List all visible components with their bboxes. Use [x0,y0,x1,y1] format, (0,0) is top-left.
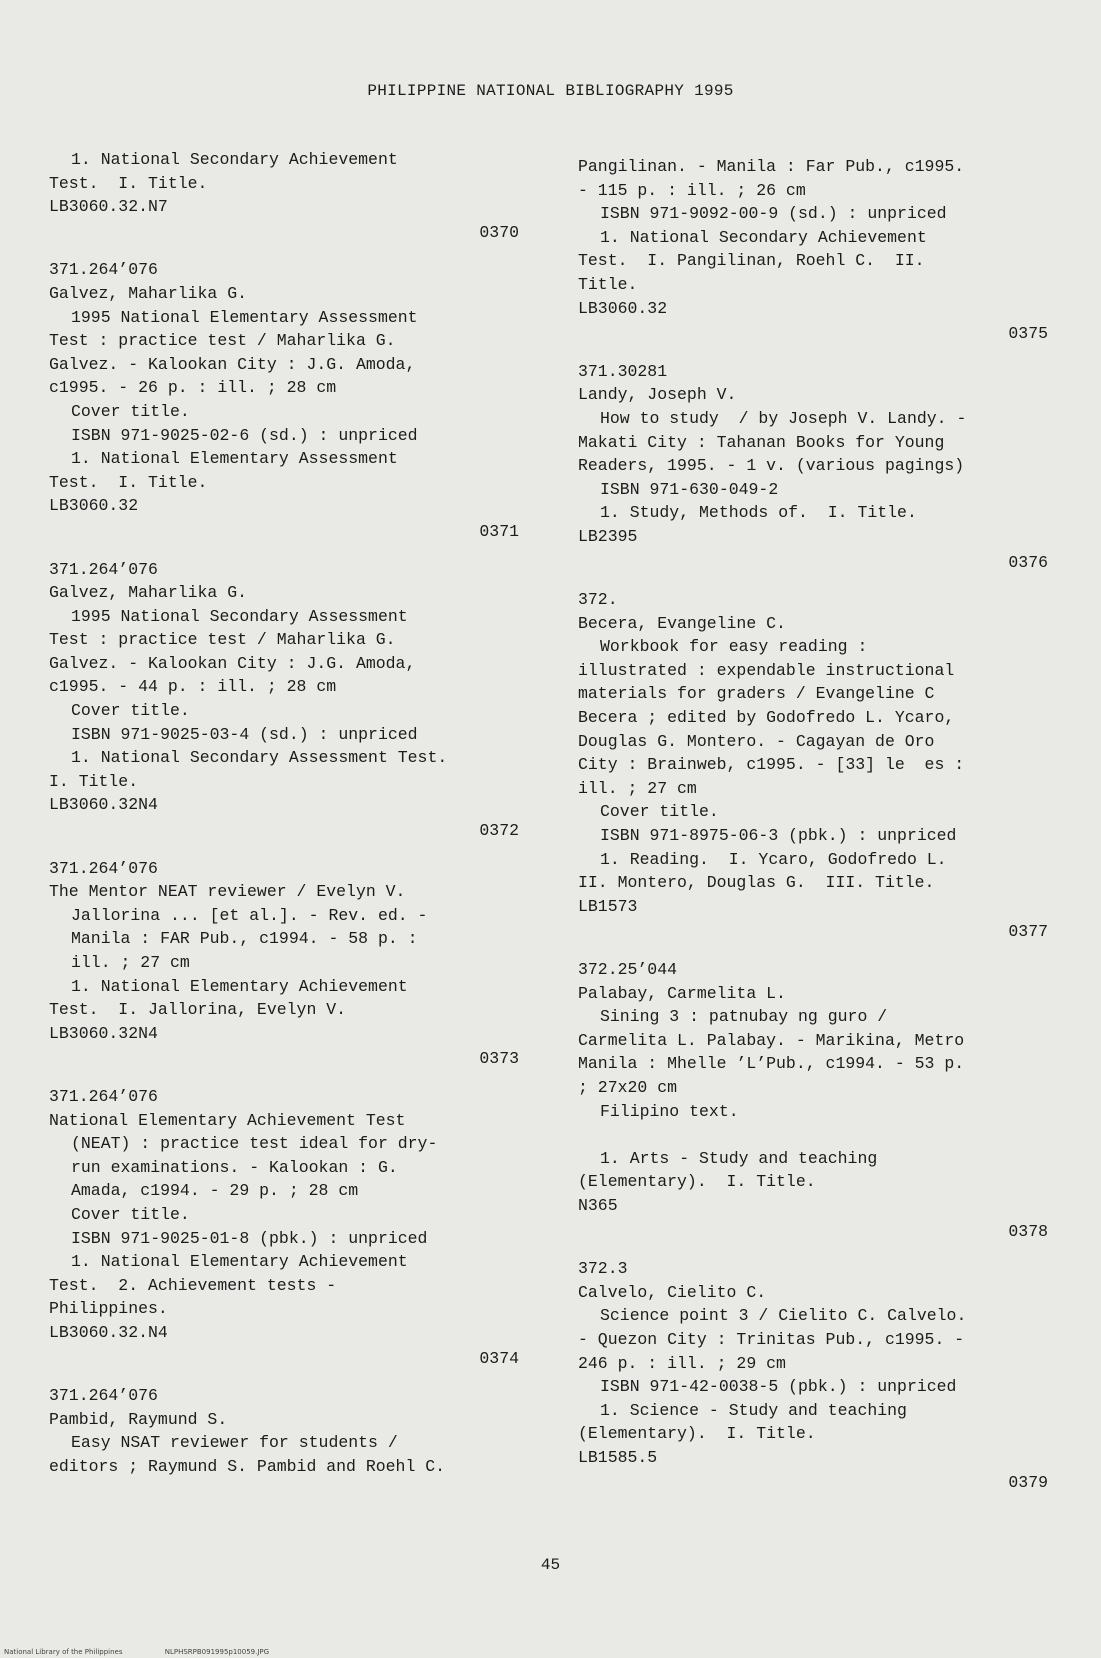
entry-line: How to study / by Joseph V. Landy. - [600,408,967,428]
entry-line: 1. National Elementary Achievement [71,1252,408,1272]
entry-line: 372.3 [578,1259,628,1279]
entry-line: Workbook for easy reading : [600,637,868,657]
entry-line [578,1123,1058,1147]
entry-number: 0376 [1008,552,1048,572]
entry-line: 371.264’076 [49,1386,158,1406]
entry-line: Test. I. Title. [49,173,208,193]
entry-number: 0377 [1008,922,1048,942]
bibliography-entry [49,258,529,543]
entry-line: 371.264’076 [49,260,158,280]
entry-line: 371.264’076 [49,1086,158,1106]
footer-file: NLPHSRPB091995p10059.JPG [164,1648,270,1656]
entry-line: 246 p. : ill. ; 29 cm [578,1353,786,1373]
entry-line: 1. National Elementary Assessment [71,449,398,469]
entry-number: 0373 [479,1049,519,1069]
entry-line: Galvez, Maharlika G. [49,283,248,303]
entry-line: N365 [578,1195,618,1215]
entry-line: Manila : Mhelle ’L’Pub., c1994. - 53 p. [578,1054,965,1074]
entry-line: Carmelita L. Palabay. - Marikina, Metro [578,1030,965,1050]
entry-line: (Elementary). I. Title. [578,1424,816,1444]
bibliography-entry [49,558,529,843]
page-number: 45 [540,1556,561,1574]
entry-line: LB3060.32 [49,496,139,516]
entry-line: Cover title. [71,701,190,721]
entry-line: ISBN 971-9092-00-9 (sd.) : unpriced [600,204,947,224]
entry-line: City : Brainweb, c1995. - [33] le es : [578,755,965,775]
entry-line: Palabay, Carmelita L. [578,983,786,1003]
entry-line: Title. [578,274,638,294]
left-column [49,148,529,1478]
entry-number: 0378 [1008,1221,1048,1241]
entry-line: c1995. - 26 p. : ill. ; 28 cm [49,378,337,398]
entry-number: 0379 [1008,1473,1048,1493]
right-column [578,155,1058,1509]
bibliography-entry [49,1085,529,1370]
entry-line: ISBN 971-9025-02-6 (sd.) : unpriced [71,425,418,445]
entry-number: 0371 [479,521,519,541]
entry-line: run examinations. - Kalookan : G. [71,1157,398,1177]
entry-line: Test : practice test / Maharlika G. [49,331,396,351]
entry-line: II. Montero, Douglas G. III. Title. [578,873,935,893]
entry-line: Pangilinan. - Manila : Far Pub., c1995. [578,157,965,176]
entry-line: 371.30281 [578,361,668,381]
entry-line: 1. National Secondary Assessment Test. [71,748,448,768]
entry-line: Test. I. Pangilinan, Roehl C. II. [578,251,925,271]
entry-line: 371.264’076 [49,858,158,878]
entry-line: Jallorina ... [et al.]. - Rev. ed. - [71,905,428,925]
entry-line: LB3060.32.N7 [49,197,168,217]
entry-line: ISBN 971-630-049-2 [600,479,779,499]
entry-line: 1. National Elementary Achievement [71,976,408,996]
bibliography-entry [578,1257,1058,1495]
entry-line: LB1585.5 [578,1447,658,1467]
entry-line: Sining 3 : patnubay ng guro / [600,1007,888,1027]
entry-line: ISBN 971-42-0038-5 (pbk.) : unpriced [600,1377,957,1397]
bibliography-entry [578,360,1058,574]
entry-line: Manila : FAR Pub., c1994. - 58 p. : [71,929,418,949]
entry-line: LB3060.32 [578,298,668,318]
entry-line: Cover title. [71,1204,190,1224]
entry-line: Douglas G. Montero. - Cagayan de Oro [578,731,935,751]
entry-line: 1. Reading. I. Ycaro, Godofredo L. [600,849,947,869]
entry-line: - Quezon City : Trinitas Pub., c1995. - [578,1329,965,1349]
entry-line: LB1573 [578,896,638,916]
entry-number: 0374 [479,1348,519,1368]
scan-footer [4,1648,309,1656]
entry-line: ISBN 971-9025-03-4 (sd.) : unpriced [71,724,418,744]
entry-line: Amada, c1994. - 29 p. ; 28 cm [71,1181,359,1201]
entry-line: 371.264’076 [49,559,158,579]
entry-line: I. Title. [49,771,139,791]
entry-line: 372.25’044 [578,960,678,979]
entry-line: Pambid, Raymund S. [49,1409,228,1429]
entry-line: ill. ; 27 cm [71,953,190,972]
entry-line: 1. Arts - Study and teaching [600,1148,878,1168]
entry-line: Test. 2. Achievement tests - [49,1275,337,1295]
entry-number: 0375 [1008,324,1048,344]
entry-number: 0372 [479,821,519,841]
entry-line: Galvez, Maharlika G. [49,583,248,603]
entry-line: 372. [578,590,618,610]
entry-line: LB2395 [578,526,638,546]
entry-line: Landy, Joseph V. [578,385,737,405]
entry-line: LB3060.32N4 [49,795,158,815]
entry-line: LB3060.32.N4 [49,1322,168,1342]
entry-line: Science point 3 / Cielito C. Calvelo. [600,1306,967,1326]
entry-line: Test : practice test / Maharlika G. [49,630,396,650]
entry-line: Becera ; edited by Godofredo L. Ycaro, [578,708,955,728]
entry-line: editors ; Raymund S. Pambid and Roehl C. [49,1456,446,1476]
bibliography-entry [578,588,1058,944]
entry-line: 1. Study, Methods of. I. Title. [600,503,917,523]
entry-line: Calvelo, Cielito C. [578,1282,767,1302]
entry-line: ill. ; 27 cm [578,778,697,798]
entry-line: 1. National Secondary Achievement [71,150,398,169]
bibliography-entry [49,857,529,1071]
bibliography-entry [578,958,1058,1243]
entry-line: Test. I. Jallorina, Evelyn V. [49,1000,347,1020]
entry-line: (Elementary). I. Title. [578,1172,816,1192]
entry-line: 1995 National Elementary Assessment [71,307,418,327]
entry-line: materials for graders / Evangeline C [578,684,935,704]
entry-line: Easy NSAT reviewer for students / [71,1433,398,1453]
entry-line: Cover title. [71,401,190,421]
entry-line: Galvez. - Kalookan City : J.G. Amoda, [49,653,416,673]
entry-line: c1995. - 44 p. : ill. ; 28 cm [49,677,337,697]
entry-line: Becera, Evangeline C. [578,613,786,633]
entry-line: Filipino text. [600,1101,739,1121]
entry-line: ; 27x20 cm [578,1077,678,1097]
page-title: PHILIPPINE NATIONAL BIBLIOGRAPHY 1995 [367,82,734,100]
bibliography-entry [49,1384,529,1478]
bibliography-entry [49,148,529,244]
entry-line: Test. I. Title. [49,472,208,492]
entry-line: The Mentor NEAT reviewer / Evelyn V. [49,882,406,902]
entry-number: 0370 [479,222,519,242]
entry-line: illustrated : expendable instructional [578,660,955,680]
bibliography-entry [578,155,1058,346]
entry-line: National Elementary Achievement Test [49,1110,406,1130]
entry-line: Philippines. [49,1299,168,1319]
entry-line: (NEAT) : practice test ideal for dry- [71,1134,438,1154]
entry-line: - 115 p. : ill. ; 26 cm [578,180,806,200]
entry-line: LB3060.32N4 [49,1023,158,1043]
entry-line: 1995 National Secondary Assessment [71,606,408,626]
entry-line: ISBN 971-8975-06-3 (pbk.) : unpriced [600,826,957,846]
entry-line: Readers, 1995. - 1 v. (various pagings) [578,456,965,476]
entry-line: ISBN 971-9025-01-8 (pbk.) : unpriced [71,1228,428,1248]
entry-line: Makati City : Tahanan Books for Young [578,432,945,452]
entry-line: Cover title. [600,802,719,822]
entry-line: 1. National Secondary Achievement [600,227,927,247]
entry-line: Galvez. - Kalookan City : J.G. Amoda, [49,354,416,374]
footer-library: National Library of the Philippines [4,1648,123,1656]
entry-line: 1. Science - Study and teaching [600,1400,907,1420]
